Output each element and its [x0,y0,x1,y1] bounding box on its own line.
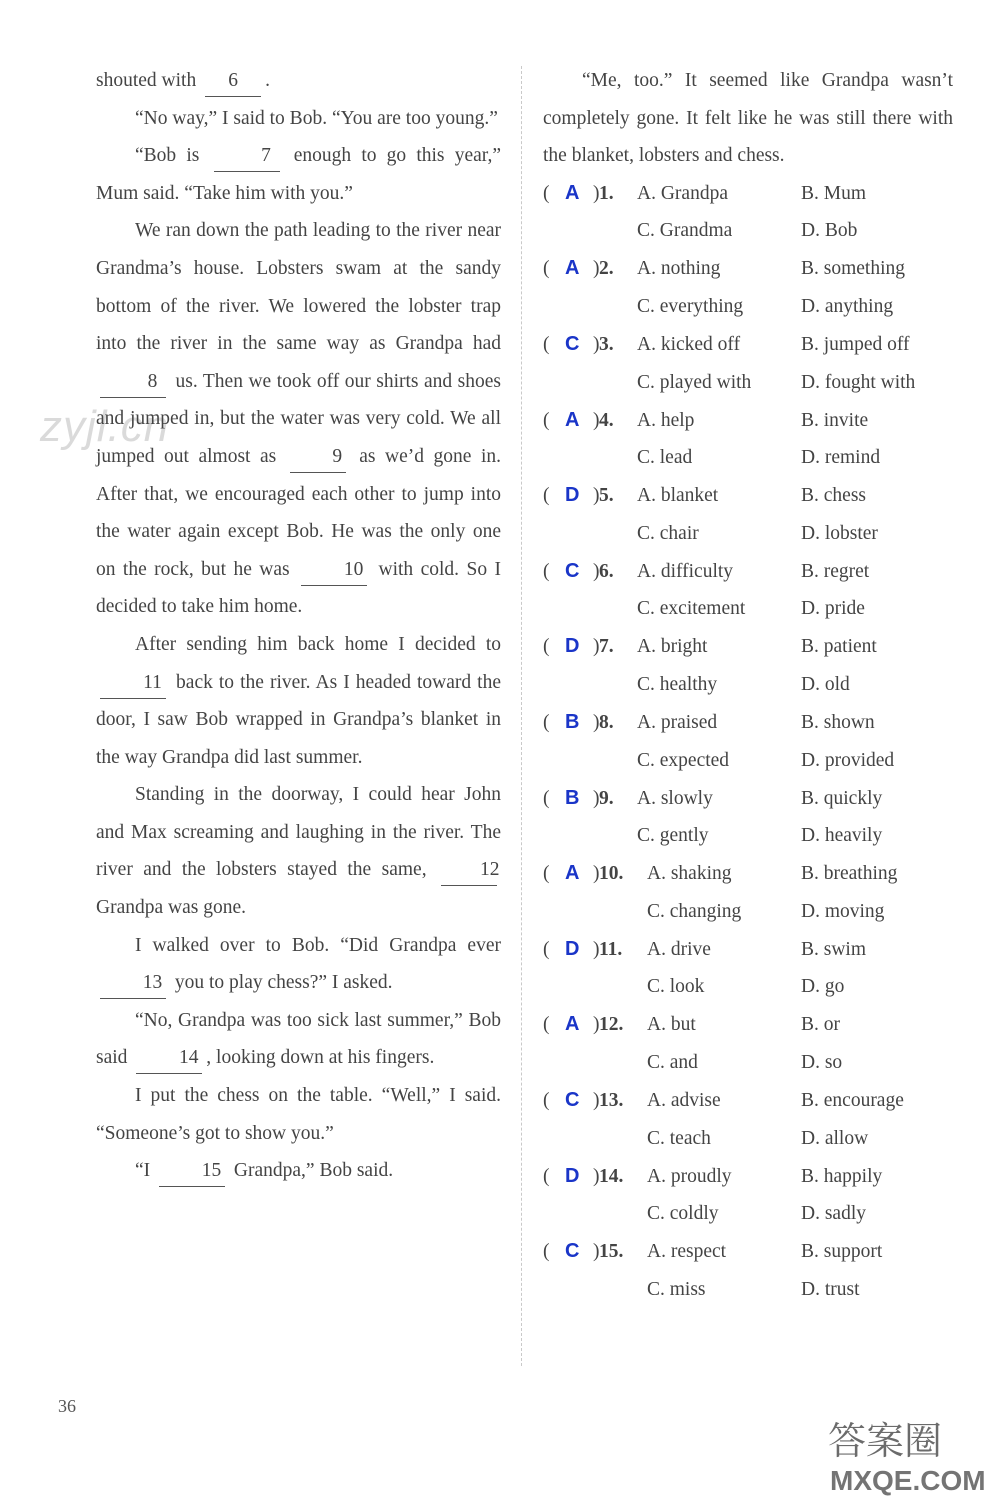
option-b: B. support [801,1241,883,1263]
passage-paragraph [96,927,501,1002]
text: shouted with [96,70,197,91]
passage-paragraph [96,212,501,626]
blank-8: 8 [100,367,166,398]
text: with cold. So I decided to take him home. [96,558,502,618]
paren-close: ) [593,1241,600,1263]
text: enough to go this year,” Mum said. “Take him with you.” [96,145,502,204]
answer-letter: C [565,1088,580,1111]
question-row [543,250,953,288]
option-d: D. provided [801,749,895,771]
answer-letter: D [565,1164,580,1187]
question-row [543,288,953,326]
option-c: C. gently [637,825,709,847]
text: After sending him back home I decided to [135,633,501,655]
option-b: B. patient [801,636,877,658]
left-column [96,62,501,1190]
answer-letter: A [565,408,580,431]
paren-close: ) [593,1014,600,1036]
option-a: A. respect [647,1241,727,1263]
answer-letter: A [565,862,580,885]
question-row [543,1233,953,1271]
option-a: A. bright [637,636,708,658]
question-number: 4. [599,409,614,431]
right-column [543,62,953,1309]
question-item [543,1158,953,1234]
text: back to the river. As I headed toward the door, I saw Bob wrapped in Grandpa’s blanket in the way Grandpa did last summer. [96,671,502,768]
option-d: D. fought with [801,371,916,393]
question-row [543,212,953,250]
paren-close: ) [593,711,600,733]
question-number: 14. [599,1165,624,1187]
option-a: A. proudly [647,1165,732,1187]
option-d: D. old [801,673,850,695]
paren-open: ( [543,485,550,507]
question-row [543,666,953,704]
question-number: 12. [599,1014,624,1036]
option-c: C. coldly [647,1203,719,1225]
option-d: D. trust [801,1278,860,1300]
option-b: B. happily [801,1165,883,1187]
option-b: B. Mum [801,182,867,204]
answer-letter: A [565,181,580,204]
question-row [543,402,953,440]
watermark-left: zyjl.cn [40,402,170,451]
question-row [543,704,953,742]
question-item [543,477,953,553]
text: Grandpa was gone. [96,897,246,919]
question-number: 7. [599,636,614,658]
question-list [543,175,953,1309]
paren-open: ( [543,1165,550,1187]
option-a: A. kicked off [637,333,741,355]
paren-close: ) [593,787,600,809]
option-b: B. jumped off [801,333,910,355]
option-b: B. invite [801,409,869,431]
option-c: C. expected [637,749,730,771]
option-b: B. regret [801,560,870,582]
passage-paragraph [96,776,501,926]
option-a: A. difficulty [637,560,734,582]
question-item [543,931,953,1007]
passage-paragraph [96,62,501,100]
question-row [543,515,953,553]
option-c: C. lead [637,447,693,469]
paren-open: ( [543,258,550,280]
answer-letter: D [565,937,580,960]
blank-15: 15 [159,1156,225,1187]
answer-letter: C [565,332,580,355]
answer-site-logo [822,1412,1000,1497]
paren-close: ) [593,1089,600,1111]
paren-open: ( [543,1014,550,1036]
text: “No, Grandpa was too sick last summer,” Bob said [96,1009,501,1069]
paren-open: ( [543,938,550,960]
question-number: 9. [599,787,614,809]
question-row [543,628,953,666]
question-number: 10. [599,863,624,885]
paren-close: ) [593,333,600,355]
column-divider [521,66,522,1366]
question-number: 11. [599,938,623,960]
paren-close: ) [593,938,600,960]
question-row [543,968,953,1006]
paren-open: ( [543,1089,550,1111]
option-c: C. chair [637,522,699,544]
option-c: C. played with [637,371,752,393]
question-item [543,1006,953,1082]
paren-close: ) [593,636,600,658]
text: “I [135,1160,151,1182]
blank-7: 7 [214,141,280,172]
answer-letter: C [565,559,580,582]
paren-close: ) [593,560,600,582]
paren-open: ( [543,863,550,885]
paren-close: ) [593,1165,600,1187]
passage-paragraph: I put the chess on the table. “Well,” I said. “Someone’s got to show you.” [96,1085,501,1144]
passage-paragraph [96,1002,501,1077]
page-number: 36 [58,1396,76,1416]
question-item [543,402,953,478]
answer-letter: A [565,1013,580,1036]
option-a: A. Grandpa [637,182,728,204]
question-row [543,893,953,931]
paren-open: ( [543,636,550,658]
answer-letter: B [565,710,580,733]
option-a: A. but [647,1014,696,1036]
text: We ran down the path leading to the river near Grandma’s house. Lobsters swam at the sandy bottom of the river. We lowered the lobster trap into the river in the same way as Grandpa had [96,220,501,355]
passage-paragraph: “No way,” I said to Bob. “You are too young.” [135,107,498,129]
question-row [543,553,953,591]
question-number: 8. [599,711,614,733]
option-a: A. shaking [647,863,732,885]
option-d: D. anything [801,295,894,317]
option-c: C. miss [647,1278,706,1300]
question-item [543,250,953,326]
answer-letter: D [565,484,580,507]
question-number: 3. [599,333,614,355]
question-item [543,704,953,780]
question-row [543,590,953,628]
paren-open: ( [543,409,550,431]
option-d: D. lobster [801,522,878,544]
question-number: 13. [599,1089,624,1111]
question-row [543,1271,953,1309]
question-row [543,477,953,515]
question-number: 2. [599,258,614,280]
question-item [543,1082,953,1158]
option-c: C. changing [647,900,742,922]
question-number: 15. [599,1241,624,1263]
question-number: 5. [599,485,614,507]
question-row [543,439,953,477]
text: , looking down at his fingers. [206,1047,435,1069]
option-c: C. excitement [637,598,746,620]
blank-13: 13 [100,968,166,999]
option-a: A. nothing [637,258,721,280]
passage-intro: “Me, too.” It seemed like Grandpa wasn’t completely gone. It felt like he was still there with the blanket, lobsters and chess. [543,70,953,167]
question-number: 1. [599,182,614,204]
option-d: D. pride [801,598,865,620]
option-d: D. so [801,1051,843,1073]
option-a: A. advise [647,1089,721,1111]
text: Standing in the doorway, I could hear John and Max screaming and laughing in the river. The river and the lobsters stayed the same, [96,784,501,881]
paren-open: ( [543,1241,550,1263]
question-row [543,1195,953,1233]
option-d: D. heavily [801,825,883,847]
question-row [543,1120,953,1158]
answer-letter: A [565,257,580,280]
option-d: D. moving [801,900,885,922]
paren-close: ) [593,258,600,280]
option-c: C. look [647,976,705,998]
paren-open: ( [543,787,550,809]
blank-14: 14 [136,1043,202,1074]
passage-paragraph [96,137,501,212]
option-c: C. teach [647,1127,711,1149]
question-item [543,326,953,402]
logo-domain-text: MXQE.COM [830,1465,986,1496]
option-b: B. encourage [801,1089,904,1111]
blank-12: 12 [441,855,497,886]
question-row [543,1044,953,1082]
question-row [543,175,953,213]
option-b: B. or [801,1014,840,1036]
option-b: B. shown [801,711,875,733]
option-d: D. remind [801,447,881,469]
paren-open: ( [543,711,550,733]
question-item [543,1233,953,1309]
option-d: D. allow [801,1127,869,1149]
option-d: D. go [801,976,845,998]
option-d: D. sadly [801,1203,866,1225]
blank-11: 11 [100,668,166,699]
paren-open: ( [543,560,550,582]
text: I walked over to Bob. “Did Grandpa ever [135,934,501,956]
blank-6: 6 [205,66,261,97]
option-c: C. and [647,1051,698,1073]
question-row [543,742,953,780]
text: you to play chess?” I asked. [174,972,393,994]
question-row [543,326,953,364]
question-row [543,780,953,818]
question-row [543,1006,953,1044]
option-b: B. breathing [801,863,898,885]
logo-cn-text: 答案圈 [828,1419,943,1463]
paren-open: ( [543,182,550,204]
question-item [543,175,953,251]
text: Grandpa,” Bob said. [233,1160,394,1182]
paren-close: ) [593,485,600,507]
question-number: 6. [599,560,614,582]
question-row [543,364,953,402]
option-a: A. slowly [637,787,713,809]
paren-close: ) [593,182,600,204]
question-row [543,1082,953,1120]
question-item [543,553,953,629]
question-row [543,1158,953,1196]
passage-paragraph [96,1152,501,1190]
blank-9: 9 [290,442,346,473]
question-row [543,931,953,969]
option-b: B. chess [801,485,866,507]
option-c: C. healthy [637,673,718,695]
option-c: C. everything [637,295,744,317]
text: . [265,70,270,91]
option-a: A. help [637,409,695,431]
option-c: C. Grandma [637,220,733,242]
option-a: A. praised [637,711,718,733]
option-b: B. swim [801,938,867,960]
paren-open: ( [543,333,550,355]
question-row [543,817,953,855]
option-d: D. Bob [801,220,858,242]
option-a: A. blanket [637,485,719,507]
text: “Bob is [135,145,200,167]
answer-letter: D [565,635,580,658]
option-a: A. drive [647,938,711,960]
answer-letter: B [565,786,580,809]
question-row [543,855,953,893]
question-item [543,628,953,704]
paren-close: ) [593,863,600,885]
blank-10: 10 [301,555,367,586]
option-b: B. something [801,258,906,280]
question-item [543,780,953,856]
text: us. Then we took off our shirts and shoes and jumped in, but the water was very cold. We all jumped out almost as [96,370,501,467]
option-b: B. quickly [801,787,883,809]
text: as we’d gone in. After that, we encouraged each other to jump into the water again except Bob. He was the only one on the rock, but he was [96,445,502,580]
question-item [543,855,953,931]
answer-letter: C [565,1240,580,1263]
paren-close: ) [593,409,600,431]
passage-paragraph [96,626,501,776]
